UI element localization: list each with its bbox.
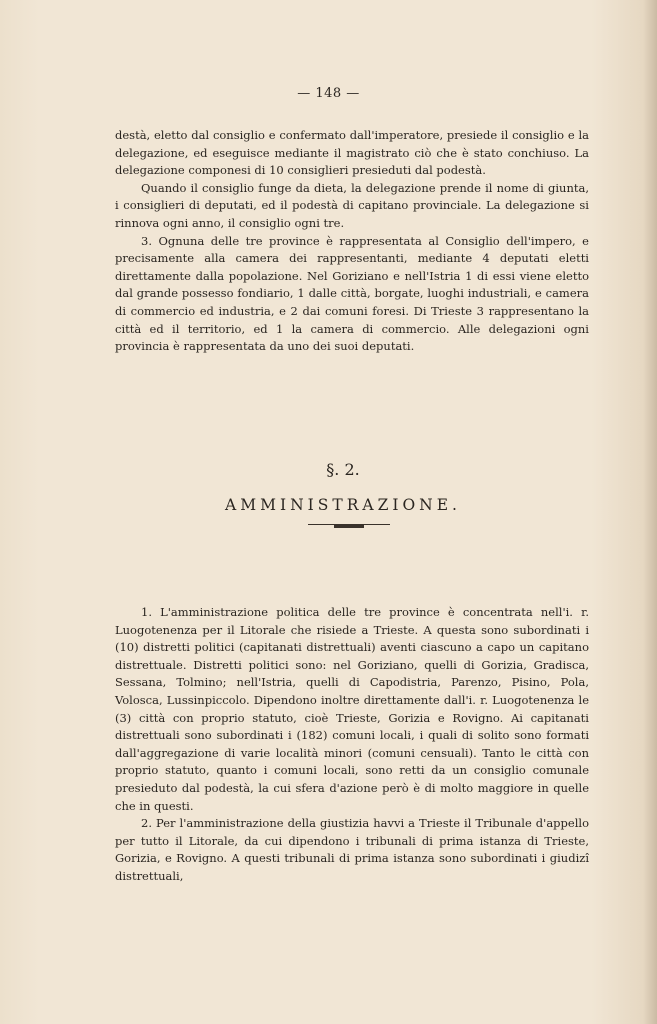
paragraph: 3. Ognuna delle tre province è rappresentata al Consiglio dell'impero, e precisamente alla camera dei rappresentanti, mediante 4 deputati eletti direttamente dalla popolazione. Nel Goriziano e nell'Istria 1 di essi viene eletto dal grande possesso fondiario, 1 dalle città, borgate, luoghi industriali, e camera di commercio ed industria, e 2 dai comuni foresi. Di Trieste 3 rappresentano la città ed il territorio, ed 1 la camera di commercio. Alle delegazioni ogni provincia è rappresentata da uno dei suoi deputati. xyxy=(115,233,589,354)
ornamental-rule xyxy=(308,524,390,528)
paragraph: Quando il consiglio funge da dieta, la delegazione prende il nome di giunta, i consiglieri di deputati, ed il podestà di capitano provinciale. La delegazione si rinnova ogni anno, il consiglio ogni tre. xyxy=(115,180,589,230)
section-title: AMMINISTRAZIONE. xyxy=(225,496,461,514)
page-number: — 148 — xyxy=(297,86,360,101)
text-block-bottom xyxy=(115,604,589,886)
paragraph: 1. L'amministrazione politica delle tre province è concentrata nell'i. r. Luogotenenza per il Litorale che risiede a Trieste. A questa sono subordinati i (10) distretti politici (capitanati distrettuali) aventi ciascuno a capo un capitano distrettuale. Distretti politici sono: nel Goriziano, quelli di Gorizia, Gradisca, Sessana, Tolmino; nell'Istria, quelli di Capodistria, Parenzo, Pisino, Pola, Volosca, Lussinpiccolo. Dipendono inoltre direttamente dall'i. r. Luogotenenza le (3) città con proprio statuto, cioè Trieste, Gorizia e Rovigno. Ai capitanati distrettuali sono subordinati i (182) comuni locali, i quali di solito sono formati dall'aggregazione di varie località minori (comuni censuali). Tanto le città con proprio statuto, quanto i comuni locali, sono retti da un consiglio comunale presieduto dal podestà, la cui sfera d'azione però è di molto maggiore in quelle che in questi. xyxy=(115,605,589,813)
section-number: §. 2. xyxy=(326,460,360,479)
paragraph: destà, eletto dal consiglio e confermato dall'imperatore, presiede il consiglio e la delegazione, ed eseguisce mediante il magistrato ciò che è stato conchiuso. La delegazione componesi di 10 consiglieri presieduti dal podestà. xyxy=(115,128,589,178)
text-block-top xyxy=(115,127,589,356)
paragraph: 2. Per l'amministrazione della giustizia havvi a Trieste il Tribunale d'appello per tutto il Litorale, da cui dipendono i tribunali di prima istanza di Trieste, Gorizia, e Rovigno. A questi tribunali di prima istanza sono subordinati i giudizî distrettuali, xyxy=(115,816,589,883)
